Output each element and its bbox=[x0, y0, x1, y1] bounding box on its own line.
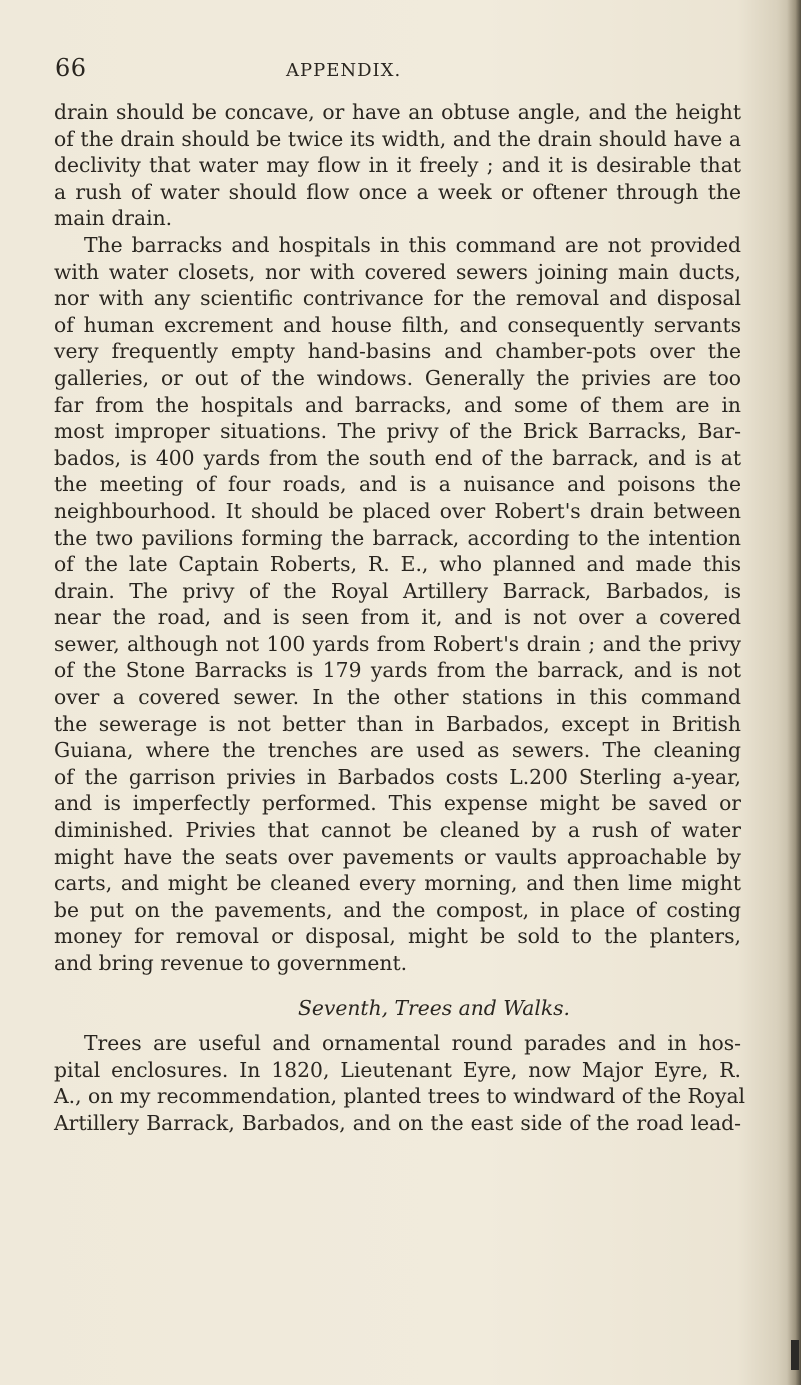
text-line: A., on my recommendation, planted trees to windward of the Royal bbox=[54, 1084, 746, 1109]
text-line: galleries, or out of the windows. Generally the privies are too bbox=[54, 365, 741, 390]
text-line: neighbourhood. It should be placed over Robert's drain between bbox=[54, 498, 741, 523]
paragraph-drain-specification bbox=[54, 99, 741, 232]
text-line: The barracks and hospitals in this command are not provided bbox=[84, 232, 741, 257]
text-line: drain should be concave, or have an obtuse angle, and the height bbox=[54, 100, 741, 124]
text-line: of the garrison privies in Barbados costs L.200 Sterling a-year, bbox=[54, 764, 741, 789]
text-line: most improper situations. The privy of the Brick Barracks, Bar- bbox=[54, 419, 741, 444]
text-line: bados, is 400 yards from the south end of the barrack, and is at bbox=[54, 445, 741, 470]
paragraph-trees-and-walks bbox=[54, 1030, 746, 1136]
text-line: very frequently empty hand-basins and chamber-pots over the bbox=[54, 339, 741, 364]
page-number: 66 bbox=[55, 54, 87, 82]
text-line: the two pavilions forming the barrack, according to the intention bbox=[54, 525, 741, 550]
text-line: sewer, although not 100 yards from Robert's drain ; and the privy bbox=[54, 631, 741, 656]
text-line: of human excrement and house filth, and consequently servants bbox=[54, 312, 741, 337]
text-line: might have the seats over pavements or vaults approachable by bbox=[54, 844, 741, 869]
page-edge-shadow bbox=[787, 0, 801, 1385]
running-head-title: APPENDIX. bbox=[286, 60, 402, 81]
text-line: money for removal or disposal, might be sold to the planters, bbox=[54, 924, 741, 949]
text-line: with water closets, nor with covered sewers joining main ducts, bbox=[54, 259, 741, 284]
text-line: main drain. bbox=[54, 206, 173, 231]
text-line: Trees are useful and ornamental round parades and in hos- bbox=[84, 1031, 741, 1056]
text-line: nor with any scientific contrivance for the removal and disposal bbox=[54, 286, 741, 311]
text-line: carts, and might be cleaned every morning, and then lime might bbox=[54, 871, 741, 896]
text-line: Guiana, where the trenches are used as sewers. The cleaning bbox=[54, 738, 741, 763]
text-line: of the drain should be twice its width, and the drain should have a bbox=[54, 126, 741, 151]
text-line: a rush of water should flow once a week or oftener through the bbox=[54, 179, 741, 204]
text-line: and is imperfectly performed. This expense might be saved or bbox=[54, 791, 741, 816]
text-line: and bring revenue to government. bbox=[54, 951, 408, 975]
body-text bbox=[54, 99, 746, 1137]
text-line: over a covered sewer. In the other stations in this command bbox=[54, 685, 741, 710]
text-line: the sewerage is not better than in Barbados, except in British bbox=[54, 711, 741, 736]
text-line: be put on the pavements, and the compost, in place of costing bbox=[54, 897, 741, 922]
running-head bbox=[55, 54, 745, 88]
page-edge-mark bbox=[791, 1340, 799, 1370]
text-line: far from the hospitals and barracks, and some of them are in bbox=[54, 392, 741, 417]
text-line: of the late Captain Roberts, R. E., who planned and made this bbox=[54, 552, 741, 577]
text-line: the meeting of four roads, and is a nuisance and poisons the bbox=[54, 472, 741, 497]
text-line: declivity that water may flow in it freely ; and it is desirable that bbox=[54, 153, 741, 178]
text-line: diminished. Privies that cannot be cleaned by a rush of water bbox=[54, 818, 741, 843]
text-line: Artillery Barrack, Barbados, and on the east side of the road lead- bbox=[54, 1110, 741, 1135]
section-heading: Seventh, Trees and Walks. bbox=[298, 995, 570, 1020]
text-line: of the Stone Barracks is 179 yards from the barrack, and is not bbox=[54, 658, 741, 683]
text-line: near the road, and is seen from it, and is not over a covered bbox=[54, 605, 741, 630]
paragraph-barracks-sanitation bbox=[54, 232, 741, 977]
text-line: drain. The privy of the Royal Artillery Barrack, Barbados, is bbox=[54, 578, 741, 603]
text-line: pital enclosures. In 1820, Lieutenant Eyre, now Major Eyre, R. bbox=[54, 1057, 741, 1082]
